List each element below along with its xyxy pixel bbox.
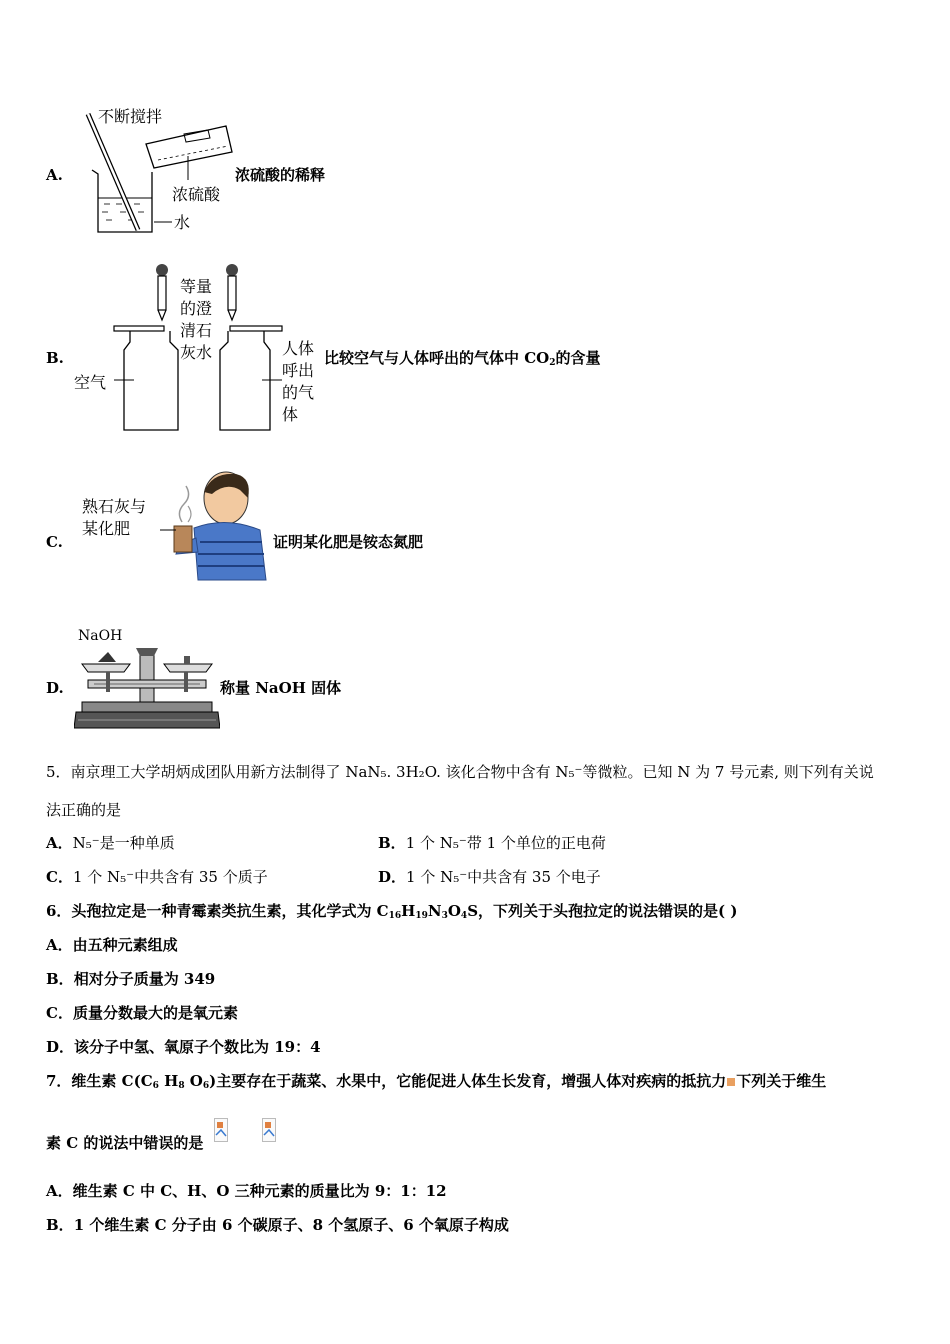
exhaled-label-3: 的气	[282, 383, 315, 402]
q6-option-a: A．由五种元素组成	[46, 936, 178, 954]
balance-figure	[74, 624, 220, 736]
mix-label-2: 某化肥	[82, 519, 131, 538]
q6-option-c: C．质量分数最大的是氧元素	[46, 1004, 238, 1022]
q5-stem-line2: 法正确的是	[46, 801, 122, 819]
option-a-letter: A.	[46, 166, 63, 184]
q7-option-a: A．维生素 C 中 C、H、O 三种元素的质量比为 9：1：12	[46, 1182, 447, 1200]
broken-image-icon	[727, 1078, 735, 1086]
q7-stem-line2: 素 C 的说法中错误的是	[46, 1134, 204, 1152]
option-b-caption: 比较空气与人体呼出的气体中 $CO_2$的含量	[324, 349, 601, 368]
q6-stem: 6．头孢拉定是一种青霉素类抗生素，其化学式为 $C_{16}H_{19}N_3O_4S$，下列关于头孢拉定的说法错误的是( )	[46, 902, 738, 921]
q7-option-b: B．1 个维生素 C 分子由 6 个碳原子、8 个氢原子、6 个氧原子构成	[46, 1216, 509, 1234]
exhaled-label-4: 体	[282, 405, 299, 424]
option-b-letter: B.	[46, 349, 64, 367]
ammonium-test-figure	[76, 468, 272, 582]
q5-option-d: D．1 个 N₅⁻中共含有 35 个电子	[378, 868, 601, 886]
broken-image-icon	[262, 1118, 276, 1142]
mix-label-1: 熟石灰与	[82, 497, 147, 516]
exhaled-label-1: 人体	[282, 339, 315, 358]
water-label: 水	[174, 213, 191, 232]
option-a-caption: 浓硫酸的稀释	[235, 166, 326, 184]
gas-comparison-figure	[70, 260, 330, 440]
q5-option-c: C．1 个 N₅⁻中共含有 35 个质子	[46, 868, 268, 886]
reagent-label-3: 清石	[180, 321, 213, 340]
reagent-label-4: 灰水	[180, 343, 213, 362]
exhaled-label-2: 呼出	[282, 361, 315, 380]
acid-dilution-figure	[80, 100, 240, 240]
option-d-letter: D.	[46, 679, 64, 697]
q6-option-d: D．该分子中氢、氧原子个数比为 19：4	[46, 1038, 321, 1056]
air-label: 空气	[74, 373, 107, 392]
broken-image-icon	[214, 1118, 228, 1142]
q5-option-a: A．N₅⁻是一种单质	[46, 834, 175, 852]
option-c-caption: 证明某化肥是铵态氮肥	[273, 533, 424, 551]
reagent-label-1: 等量	[180, 277, 213, 296]
q5-option-b: B．1 个 N₅⁻带 1 个单位的正电荷	[378, 834, 606, 852]
option-d-caption: 称量 NaOH 固体	[220, 679, 342, 697]
stir-label: 不断搅拌	[98, 107, 163, 126]
reagent-label-2: 的澄	[180, 299, 213, 318]
q5-stem-line1: 5．南京理工大学胡炳成团队用新方法制得了 NaN₅. 3H₂O. 该化合物中含有 N₅⁻等微粒。已知 N 为 7 号元素, 则下列有关说	[46, 763, 874, 781]
naoh-label: NaOH	[78, 628, 123, 644]
concentrated-acid-label: 浓硫酸	[172, 185, 221, 204]
q7-stem-line1: 7．维生素 $C(C_6$ $H_8$ $O_6$)主要存在于蔬菜、水果中，它能促进人体生长发育，增强人体对疾病的抵抗力 下列关于维生	[46, 1072, 827, 1091]
q6-option-b: B．相对分子质量为 349	[46, 970, 216, 988]
option-c-letter: C.	[46, 533, 63, 551]
